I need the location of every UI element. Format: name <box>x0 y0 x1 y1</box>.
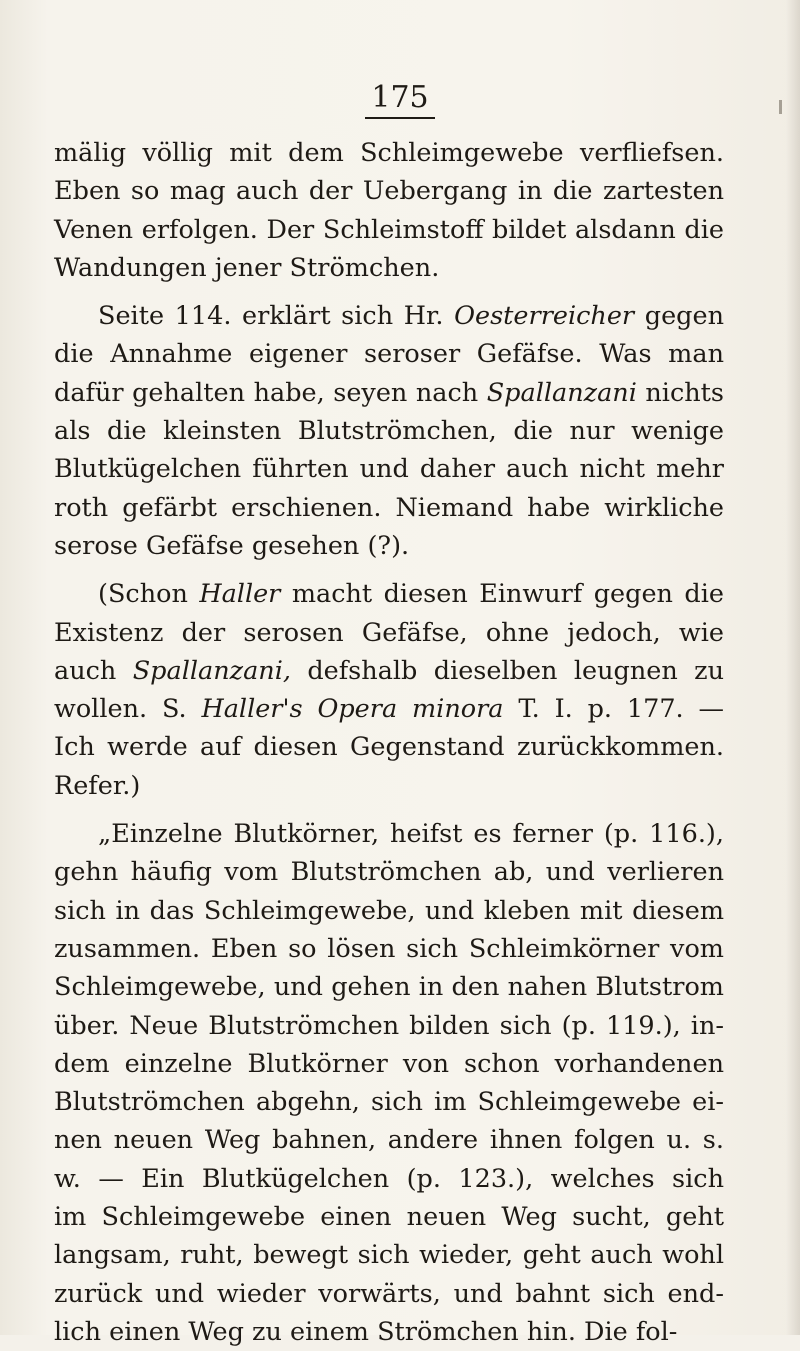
text-span: T. I. p. 177. — <box>503 694 724 725</box>
text-span: mälig völlig mit dem Schleimgewebe verfliefsen. <box>54 138 724 168</box>
text-line <box>54 1313 724 1351</box>
text-span: Blutströmchen abgehn, sich im Schleimgewebe ei- <box>54 1087 724 1118</box>
text-span: langsam, ruht, bewegt sich wieder, geht auch wohl <box>54 1240 724 1271</box>
text-span: Blutkügelchen führten und daher auch nicht mehr <box>54 454 724 485</box>
page-number <box>340 80 460 115</box>
text-line <box>54 968 724 1006</box>
text-line <box>54 211 724 249</box>
text-span: Eben so mag auch der Uebergang in die zartesten <box>54 176 724 207</box>
text-span: zurück und wieder vorwärts, und bahnt sich end- <box>54 1278 724 1309</box>
text-line <box>54 335 724 373</box>
text-span: wollen. S. <box>54 694 202 725</box>
text-line <box>54 172 724 210</box>
text-span: macht diesen Einwurf gegen die <box>280 579 724 610</box>
text-line <box>54 767 724 805</box>
text-span: über. Neue Blutströmchen bilden sich (p. 119.), in- <box>54 1010 724 1041</box>
page-edge-shadow <box>786 0 800 1335</box>
text-span: lich einen Weg zu einem Strömchen hin. Die fol- <box>54 1316 678 1347</box>
page-number-text: 175 <box>365 80 434 119</box>
text-span: dem einzelne Blutkörner von schon vorhandenen <box>54 1048 724 1079</box>
text-span: gegen <box>634 301 725 332</box>
text-span: w. — Ein Blutkügelchen (p. 123.), welches sich <box>54 1163 724 1194</box>
text-span: im Schleimgewebe einen neuen Weg sucht, geht <box>54 1202 724 1233</box>
text-line <box>54 575 724 613</box>
text-span: (Schon <box>98 579 200 610</box>
text-line <box>54 134 724 172</box>
text-line <box>54 249 724 287</box>
text-span: als die kleinsten Blutströmchen, die nur wenige <box>54 416 724 447</box>
text-line <box>54 297 724 335</box>
text-line <box>54 1083 724 1121</box>
text-span: sich in das Schleimgewebe, und kleben mit diesem <box>54 895 724 926</box>
text-line <box>54 853 724 891</box>
text-line <box>54 489 724 527</box>
italic-name: Haller <box>199 579 281 610</box>
text-span: Seite 114. erklärt sich Hr. <box>98 301 455 332</box>
text-line <box>54 450 724 488</box>
text-line <box>54 652 724 690</box>
text-span: zusammen. Eben so lösen sich Schleimkörner vom <box>54 933 724 964</box>
text-span: Refer.) <box>54 770 141 801</box>
text-span: Existenz der serosen Gefäfse, ohne jedoch, wie <box>54 617 724 648</box>
text-span: Venen erfolgen. Der Schleimstoff bildet alsdann die <box>54 214 724 245</box>
text-line <box>54 728 724 766</box>
text-span: roth gefärbt erschienen. Niemand habe wirkliche <box>54 492 724 523</box>
text-line <box>54 1160 724 1198</box>
margin-mark <box>779 100 782 114</box>
text-line <box>54 930 724 968</box>
italic-name: Spallanzani, <box>132 655 291 686</box>
text-span: defshalb dieselben leugnen zu <box>290 655 725 686</box>
text-span: die Annahme eigener seroser Gefäfse. Was man <box>54 339 724 370</box>
text-line <box>54 1045 724 1083</box>
text-span: nichts <box>636 377 724 408</box>
text-span: gehn häufig vom Blutströmchen ab, und verlieren <box>54 857 724 888</box>
text-line <box>54 412 724 450</box>
text-span: Schleimgewebe, und gehen in den nahen Blutstrom <box>54 972 724 1003</box>
italic-name: Haller's Opera minora <box>201 694 504 725</box>
text-span: nen neuen Weg bahnen, andere ihnen folgen u. s. <box>54 1125 724 1156</box>
text-line <box>54 1121 724 1159</box>
text-line <box>54 527 724 565</box>
text-line <box>54 815 724 853</box>
text-span: dafür gehalten habe, seyen nach <box>54 377 487 408</box>
text-line <box>54 1236 724 1274</box>
text-line <box>54 690 724 728</box>
text-line <box>54 1007 724 1045</box>
text-span: auch <box>54 655 133 686</box>
text-line <box>54 892 724 930</box>
text-span: Ich werde auf diesen Gegenstand zurückkommen. <box>54 732 724 763</box>
body-text <box>54 134 724 1351</box>
text-line <box>54 614 724 652</box>
italic-name: Spallanzani <box>486 377 637 408</box>
text-span: Wandungen jener Strömchen. <box>54 252 440 283</box>
text-span: serose Gefäfse gesehen (?). <box>54 530 410 561</box>
italic-name: Oesterreicher <box>454 301 635 332</box>
text-span: „Einzelne Blutkörner, heifst es ferner (p. 116.), <box>98 819 724 850</box>
text-line <box>54 1275 724 1313</box>
text-line <box>54 374 724 412</box>
text-line <box>54 1198 724 1236</box>
